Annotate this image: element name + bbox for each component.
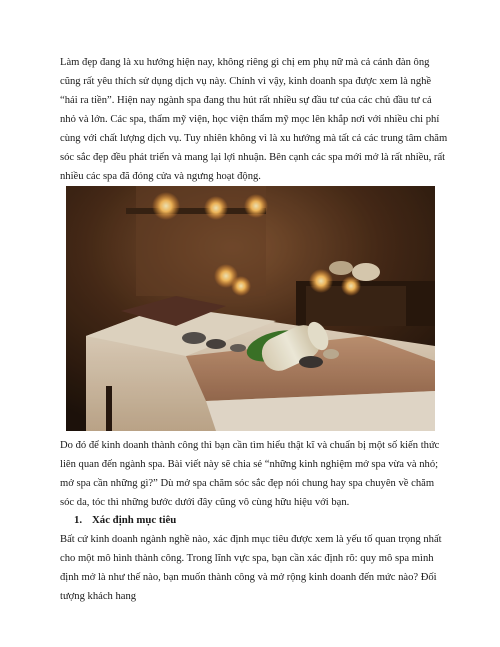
intro-paragraph: Làm đẹp đang là xu hướng hiện nay, không riêng gì chị em phụ nữ mà cả cánh đàn ông cũng rất yêu thích sử dụng dịch vụ này. Chính vì vậy, kinh doanh spa được xem là nghề “hái ra tiền”. Hiện nay ngành spa đang thu hút rất nhiều sự đầu tư của các chủ đầu tư cả nhỏ và lớn. Các spa, thẩm mỹ viện, học viện thẩm mỹ mọc lên khắp nơi với nhiều chi phí cùng với chất lượng dịch vụ. Tuy nhiên không vì là xu hướng mà tất cả các trung tâm chăm sóc sắc đẹp đều phát triển và mang lại lợi nhuận. Bên cạnh các spa mới mở là rất nhiều, rất nhiều các spa đã đóng cửa và ngưng hoạt động. xyxy=(60,57,448,182)
section-paragraph: Bất cứ kinh doanh ngành nghề nào, xác định mục tiêu được xem là yếu tố quan trọng nhất cho một mô hình thành công. Trong lĩnh vực spa, bạn cần xác định rõ: quy mô spa mình định mở là như thế nào, bạn muốn thành công và mở rộng kinh doanh đến mức nào? Đối tượng khách hang xyxy=(60,534,442,602)
spa-photo xyxy=(66,186,435,431)
section-number: 1. xyxy=(74,514,83,526)
section-title: Xác định mục tiêu xyxy=(92,514,177,526)
body-paragraph: Do đó để kinh doanh thành công thì bạn cần tìm hiểu thật kĩ và chuẩn bị một số kiến thức liên quan đến ngành spa. Bài viết này sẽ chia sẻ “những kinh nghiệm mở spa vừa và nhỏ; mở spa cần những gì?” Dù mở spa chăm sóc sắc đẹp nói chung hay spa chuyên về chăm sóc da, tóc thì những bước dưới đây cũng vô cùng hữu hiệu với bạn. xyxy=(60,440,440,508)
section-heading xyxy=(74,513,176,527)
